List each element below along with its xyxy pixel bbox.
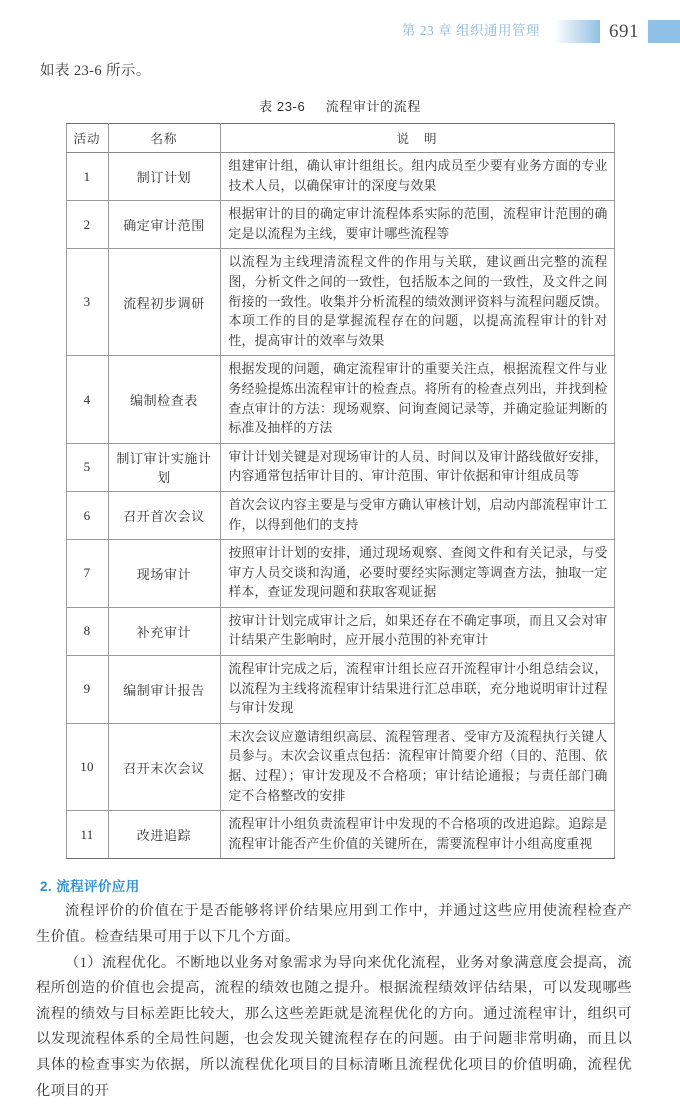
column-header-description-b: 明 (424, 132, 438, 146)
column-header-description (220, 124, 614, 153)
process-audit-table (66, 123, 615, 859)
table-row (66, 540, 614, 608)
page-running-header (0, 0, 680, 52)
table-row (66, 491, 614, 539)
table-head (66, 124, 614, 153)
lead-line: 如表 23-6 所示。 (40, 63, 151, 79)
table-row (66, 356, 614, 443)
cell-name: 补充审计 (108, 607, 220, 655)
header-gradient-band (554, 20, 600, 43)
table-row (66, 153, 614, 201)
header-accent-block (648, 20, 680, 43)
cell-description: 以流程为主线理清流程文件的作用与关联，建议画出完整的流程图，分析文件之间的一致性，包括版本之间的一致性，及文件之间衔接的一致性。收集并分析流程的绩效测评资料与流程问题反馈。本项工作的目的是掌握流程存在的问题，以提高流程审计的针对性，提高审计的效率与效果 (220, 249, 614, 356)
cell-name: 改进追踪 (108, 811, 220, 859)
cell-description: 首次会议内容主要是与受审方确认审核计划，启动内部流程审计工作，以得到他们的支持 (220, 491, 614, 539)
cell-name: 确定审计范围 (108, 201, 220, 249)
cell-description: 按审计计划完成审计之后，如果还存在不确定事项，而且又会对审计结果产生影响时，应开展小范围的补充审计 (220, 607, 614, 655)
page-content (0, 52, 680, 1104)
section-heading: 2. 流程评价应用 (40, 879, 140, 895)
cell-name: 制订计划 (108, 153, 220, 201)
table-row (66, 607, 614, 655)
table-row (66, 249, 614, 356)
cell-description: 组建审计组，确认审计组组长。组内成员至少要有业务方面的专业技术人员，以确保审计的深度与效果 (220, 153, 614, 201)
table-caption (0, 96, 680, 115)
cell-name: 编制检查表 (108, 356, 220, 443)
cell-description: 末次会议应邀请组织高层、流程管理者、受审方及流程执行关键人员参与。末次会议重点包括：流程审计简要介绍（目的、范围、依据、过程）；审计发现及不合格项；审计结论通报；与责任部门确定不合格整改的安排 (220, 723, 614, 810)
header-right-group (402, 18, 680, 44)
table-row (66, 811, 614, 859)
table-caption-title: 流程审计的流程 (325, 99, 421, 114)
cell-description: 根据发现的问题，确定流程审计的重要关注点，根据流程文件与业务经验提炼出流程审计的检查点。将所有的检查点列出，并找到检查点审计的方法：现场观察、问询查阅记录等，并确定验证判断的标准及抽样的方法 (220, 356, 614, 443)
cell-activity: 5 (66, 443, 108, 491)
table-header-row (66, 124, 614, 153)
header-chapter-title: 第 23 章 组织通用管理 (401, 23, 540, 38)
cell-activity: 9 (66, 656, 108, 724)
table-row (66, 443, 614, 491)
table-row (66, 723, 614, 810)
cell-name: 召开首次会议 (108, 491, 220, 539)
body-paragraph-2: （1）流程优化。不断地以业务对象需求为导向来优化流程，业务对象满意度会提高，流程所创造的价值也会提高，流程的绩效也随之提升。根据流程绩效评估结果，可以发现哪些流程的绩效与目标差距比较大，那么这些差距就是流程优化的方向。通过流程审计，组织可以发现流程体系的全局性问题，也会发现关键流程存在的问题。由于问题非常明确，而且以具体的检查事实为依据，所以流程优化项目的目标清晰且流程优化项目的价值明确，流程优化项目的开 (36, 954, 632, 1099)
cell-activity: 6 (66, 491, 108, 539)
table-row (66, 201, 614, 249)
cell-description: 审计计划关键是对现场审计的人员、时间以及审计路线做好安排，内容通常包括审计目的、审计范围、审计依据和审计组成员等 (220, 443, 614, 491)
cell-activity: 3 (66, 249, 108, 356)
cell-activity: 2 (66, 201, 108, 249)
cell-description: 按照审计计划的安排，通过现场观察、查阅文件和有关记录，与受审方人员交谈和沟通，必要时要经实际测定等调查方法，抽取一定样本，查证发现问题和获取客观证据 (220, 540, 614, 608)
cell-activity: 4 (66, 356, 108, 443)
table-body (66, 153, 614, 859)
cell-description: 根据审计的目的确定审计流程体系实际的范围，流程审计范围的确定是以流程为主线，要审计哪些流程等 (220, 201, 614, 249)
cell-name: 编制审计报告 (108, 656, 220, 724)
cell-activity: 1 (66, 153, 108, 201)
cell-name: 流程初步调研 (108, 249, 220, 356)
cell-description: 流程审计完成之后，流程审计组长应召开流程审计小组总结会议，以流程为主线将流程审计结果进行汇总串联，充分地说明审计过程与审计发现 (220, 656, 614, 724)
page-number: 691 (609, 20, 639, 42)
column-header-description-a: 说 (396, 132, 410, 146)
table-caption-label: 表 23-6 (259, 99, 306, 114)
cell-activity: 10 (66, 723, 108, 810)
table-row (66, 656, 614, 724)
cell-activity: 11 (66, 811, 108, 859)
column-header-name: 名称 (108, 124, 220, 153)
cell-description: 流程审计小组负责流程审计中发现的不合格项的改进追踪。追踪是流程审计能否产生价值的关键所在，需要流程审计小组高度重视 (220, 811, 614, 859)
cell-activity: 8 (66, 607, 108, 655)
column-header-activity: 活动 (66, 124, 108, 153)
cell-name: 现场审计 (108, 540, 220, 608)
cell-name: 制订审计实施计划 (108, 443, 220, 491)
cell-activity: 7 (66, 540, 108, 608)
body-paragraph-1: 流程评价的价值在于是否能够将评价结果应用到工作中，并通过这些应用使流程检查产生价值。检查结果可用于以下几个方面。 (36, 903, 632, 945)
cell-name: 召开末次会议 (108, 723, 220, 810)
